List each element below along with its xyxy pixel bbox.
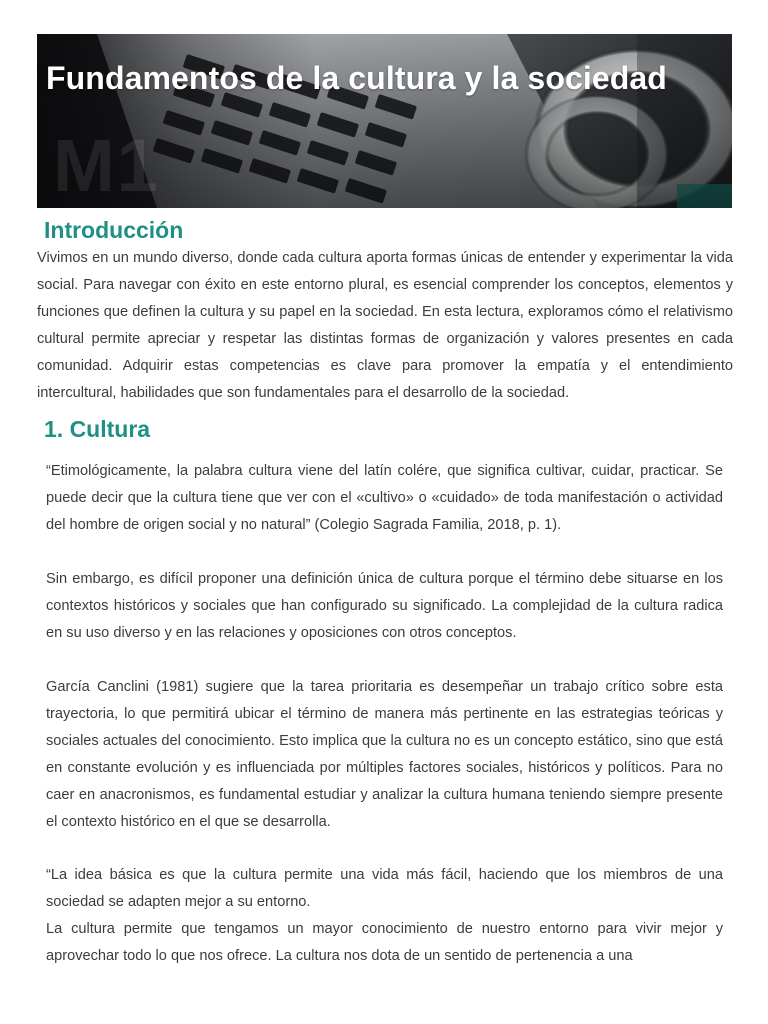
paragraph-basic-idea-quote: “La idea básica es que la cultura permite una vida más fácil, haciendo que los miembros de una sociedad se adapten mejor a su entorno. — [46, 867, 723, 910]
header-banner — [37, 34, 732, 208]
intro-heading: Introducción — [44, 217, 184, 243]
page-title: Fundamentos de la cultura y la sociedad — [46, 60, 667, 96]
paragraph-culture-knowledge: La cultura permite que tengamos un mayor conocimiento de nuestro entorno para vivir mejor y aprovechar todo lo que nos ofrece. La cultura nos dota de un sentido de pertenencia a una — [46, 921, 723, 964]
paragraph-garcia-canclini: García Canclini (1981) sugiere que la tarea prioritaria es desempeñar un trabajo crítico sobre esta trayectoria, lo que permitirá ubicar el término de manera más pertinente en las estrategias teóricas y sociales actuales del conocimiento. Esto implica que la cultura no es un concepto estático, sino que está en constante evolución y es influenciada por múltiples factores sociales, históricos y políticos. Para no caer en anacronismos, es fundamental estudiar y analizar la cultura humana teniendo siempre presente el contexto histórico en el que se desarrolla. — [46, 679, 723, 830]
intro-paragraph: Vivimos en un mundo diverso, donde cada cultura aporta formas únicas de entender y experimentar la vida social. Para navegar con éxito en este entorno plural, es esencial comprender los conceptos, elementos y funciones que definen la cultura y su papel en la sociedad. En esta lectura, exploramos cómo el relativismo cultural permite apreciar y respetar las distintas formas de organización y valores presentes en cada comunidad. Adquirir estas competencias es clave para promover la empatía y el entendimiento intercultural, habilidades que son fundamentales para el desarrollo de la sociedad. — [37, 250, 733, 402]
paragraph-definition: Sin embargo, es difícil proponer una definición única de cultura porque el término debe situarse en los contextos históricos y sociales que han configurado su significado. La complejidad de la cultura radica en su uso diverso y en las relaciones y oposiciones con otros conceptos. — [46, 571, 723, 641]
module-watermark: M1 — [53, 124, 160, 207]
paragraph-etymology-quote: “Etimológicamente, la palabra cultura viene del latín colére, que significa cultivar, cuidar, practicar. Se puede decir que la cultura tiene que ver con el «cultivo» o «cuidado» de toda manifestación o actividad del hombre de origen social y no natural” (Colegio Sagrada Familia, 2018, p. 1). — [46, 463, 723, 533]
section-heading-cultura: 1. Cultura — [44, 416, 151, 442]
